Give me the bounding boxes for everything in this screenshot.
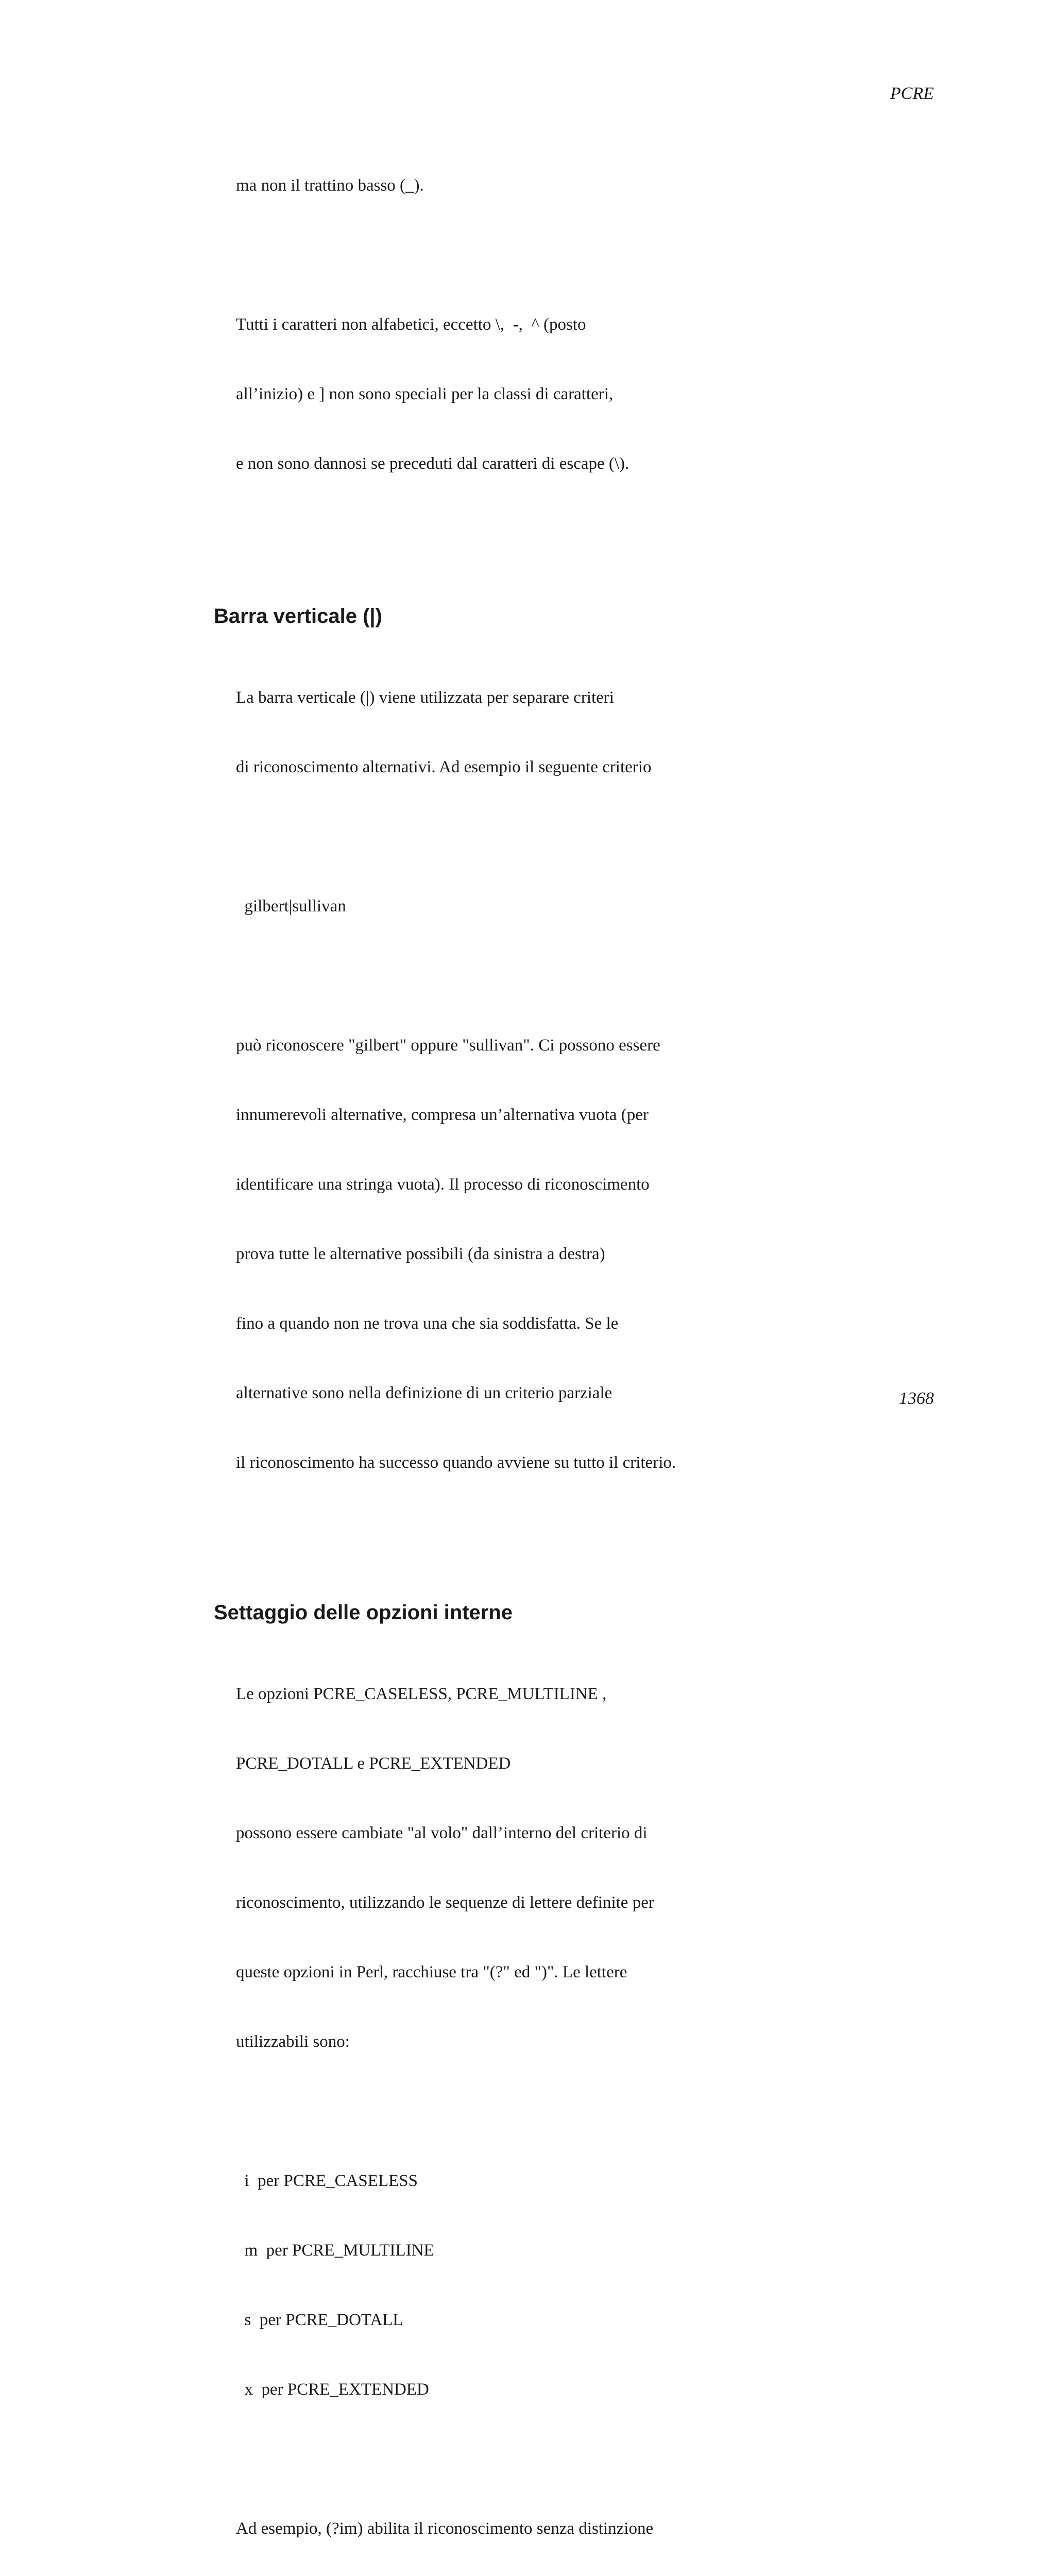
section1-paragraph-2: [236, 988, 1055, 1521]
text-line: Tutti i caratteri non alfabetici, eccetto \, -, ^ (posto: [236, 315, 586, 334]
option-line: x per PCRE_EXTENDED: [236, 2380, 429, 2399]
text-line: il riconoscimento ha successo quando avviene su tutto il criterio.: [236, 1453, 676, 1472]
code-line: gilbert|sullivan: [236, 897, 346, 916]
page-number: 1368: [899, 1389, 934, 1408]
option-line: m per PCRE_MULTILINE: [236, 2241, 434, 2260]
text-line: di riconoscimento alternativi. Ad esempio il seguente criterio: [236, 758, 652, 776]
page-content: [0, 128, 1055, 2576]
text-line: queste opzioni in Perl, racchiuse tra "(?" ed ")". Le lettere: [236, 1963, 627, 1981]
text-line: all’inizio) e ] non sono speciali per la classi di caratteri,: [236, 385, 614, 403]
code-example: [236, 849, 1055, 964]
text-line: riconoscimento, utilizzando le sequenze di lettere definite per: [236, 1893, 654, 1912]
options-list: [236, 2123, 1055, 2448]
text-line: PCRE_DOTALL e PCRE_EXTENDED: [236, 1754, 511, 1773]
section1-paragraph-1: [236, 640, 1055, 825]
text-line: e non sono dannosi se preceduti dal caratteri di escape (\).: [236, 454, 629, 473]
text-line: ma non il trattino basso (_).: [236, 176, 424, 195]
section2-paragraph-1: [236, 1636, 1055, 2100]
option-line: s per PCRE_DOTALL: [236, 2311, 403, 2329]
text-line: Le opzioni PCRE_CASELESS, PCRE_MULTILINE ,: [236, 1685, 607, 1703]
text-line: possono essere cambiate "al volo" dall’interno del criterio di: [236, 1824, 648, 1842]
running-header: PCRE: [890, 84, 934, 103]
text-line: innumerevoli alternative, compresa un’alternativa vuota (per: [236, 1106, 649, 1124]
intro-line: [236, 128, 1055, 244]
section2-paragraph-2: [236, 2471, 1055, 2576]
text-line: fino a quando non ne trova una che sia soddisfatta. Se le: [236, 1314, 619, 1333]
text-line: può riconoscere "gilbert" oppure "sullivan". Ci possono essere: [236, 1036, 660, 1055]
option-line: i per PCRE_CASELESS: [236, 2172, 418, 2190]
intro-paragraph: [236, 267, 1055, 522]
text-line: identificare una stringa vuota). Il processo di riconoscimento: [236, 1175, 650, 1194]
text-line: Ad esempio, (?im) abilita il riconoscimento senza distinzione: [236, 2519, 654, 2538]
text-line: La barra verticale (|) viene utilizzata per separare criteri: [236, 688, 614, 707]
text-line: prova tutte le alternative possibili (da sinistra a destra): [236, 1245, 605, 1263]
section-heading-barra-verticale: Barra verticale (|): [214, 605, 382, 628]
text-line: alternative sono nella definizione di un criterio parziale: [236, 1384, 612, 1402]
section-heading-settaggio: Settaggio delle opzioni interne: [214, 1601, 513, 1624]
text-line: utilizzabili sono:: [236, 2032, 350, 2051]
